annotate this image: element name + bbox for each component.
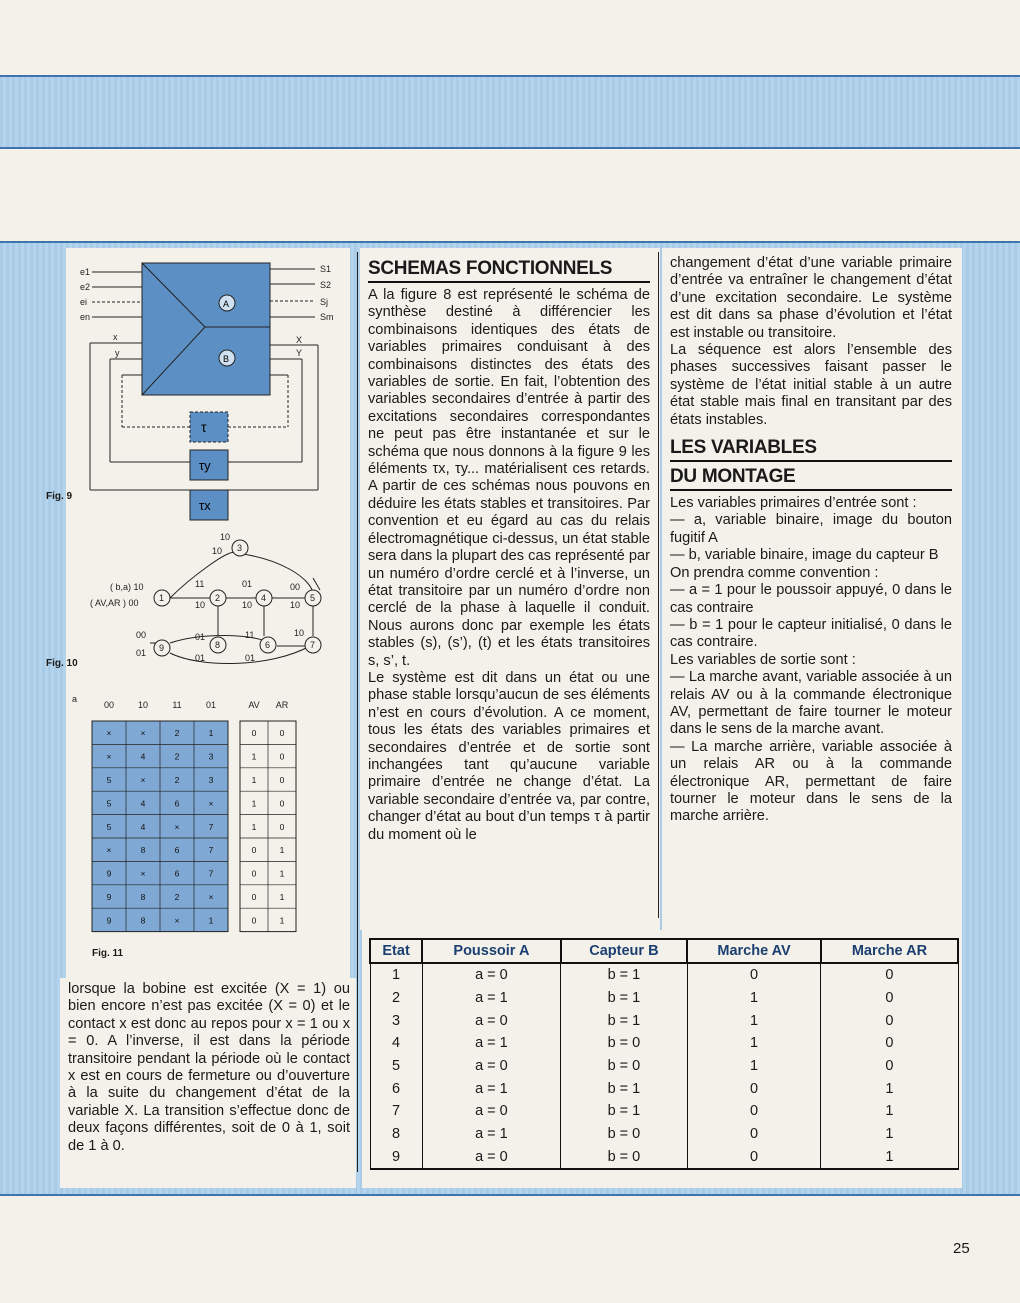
- state-table-cell: b = 0: [561, 1146, 688, 1170]
- fig10-node-5-label: 5: [310, 593, 316, 603]
- col3-line-7: Les variables de sortie sont :: [670, 651, 856, 668]
- fig11-cell: 8: [140, 845, 146, 856]
- state-table-cell: 0: [821, 1009, 958, 1032]
- state-table-cell: 0: [821, 1032, 958, 1055]
- section-heading-variables-2: DU MONTAGE: [670, 466, 952, 491]
- fig11-cell: ×: [106, 728, 112, 739]
- fig11-cell: ×: [106, 845, 112, 856]
- fig9-tau-label: τ: [201, 419, 207, 435]
- fig11-cell: 3: [208, 751, 214, 762]
- fig10-node-3-label: 3: [237, 543, 243, 553]
- fig11-cell: ×: [140, 868, 146, 879]
- fig11-cell: 7: [208, 845, 214, 856]
- state-table-row: [370, 1032, 958, 1055]
- fig9-input-3: ei: [80, 297, 88, 307]
- state-table-cell: a = 1: [422, 1032, 560, 1055]
- fig11-cell: 8: [140, 915, 146, 926]
- fig11-cell: 0: [251, 728, 257, 739]
- fig10-edge-label-8: 10: [290, 600, 301, 610]
- col3-line-3: — b, variable binaire, image du capteur B: [670, 547, 939, 564]
- fig9-output-2: S2: [320, 280, 332, 290]
- fig11-cell: 6: [174, 868, 180, 879]
- fig11-cell: 5: [106, 798, 112, 809]
- fig10-node-2-label: 2: [215, 593, 221, 603]
- state-table-cell: 3: [370, 1009, 422, 1032]
- fig10-edge-label-13: 10: [294, 628, 305, 638]
- top-band-rule-upper: [0, 75, 1020, 77]
- fig11-col-header: 01: [205, 700, 217, 710]
- fig11-cell: 1: [279, 845, 285, 856]
- fig11-cell: ×: [174, 821, 180, 832]
- state-table-cell: a = 0: [422, 963, 560, 987]
- fig11-cell: 6: [174, 845, 180, 856]
- state-table-header-etat: Etat: [370, 939, 422, 963]
- fig10-edge-label-6: 10: [195, 600, 206, 610]
- col3-line-5: — a = 1 pour le poussoir appuyé, 0 dans le cas contraire: [670, 582, 952, 616]
- fig11-cell: 0: [251, 915, 257, 926]
- fig11-cell: 3: [208, 775, 214, 786]
- state-table-cell: b = 0: [561, 1032, 688, 1055]
- state-table-cell: a = 1: [422, 987, 560, 1010]
- state-table-header-row: [370, 939, 958, 963]
- col2-paragraph-2: Le système est dit dans un état ou une phase stable lorsqu’aucun de ses éléments n’est en cours d’évolution. A ce moment, tous les états des variables primaires et secondaires d’entrée et de sortie sont inchangées tant qu’aucune variable primaire d’entrée ne change d’état. La variable secondaire d’entrée va, par contre, changer d’état au bout d’un temps τ à partir du moment où le: [368, 669, 650, 843]
- fig9-diagram: [70, 255, 350, 525]
- fig9-tau-block: [190, 412, 228, 442]
- fig10-diagram: [80, 528, 340, 678]
- state-table-cell: 2: [370, 987, 422, 1010]
- fig11-cell: 0: [279, 821, 285, 832]
- fig11-cell: 1: [208, 728, 214, 739]
- fig10-node-6-label: 6: [265, 640, 271, 650]
- state-table-cell: 1: [687, 1055, 821, 1078]
- top-band-rule-lower: [0, 147, 1020, 149]
- fig11-col-header: AV: [248, 700, 260, 710]
- state-table-cell: a = 1: [422, 1077, 560, 1100]
- state-table-cell: b = 0: [561, 1123, 688, 1146]
- col2-paragraph-1: A la figure 8 est représenté le schéma de synthèse destiné à différencier les combinaisons identiques des états de variables primaires conduisant à des combinaisons distinctes des états des variables de sortie. En fait, l’obtention des variables secondaires d’entrée à partir des excitations secondaires correspondantes ne peut pas être instantanée et sur le schéma que nous donnons à la figure 9 les éléments τx, τy... matérialisent ces retards. A partir de ces schémas nous pouvons en déduire les états stables et transitoires. Par convention et eu égard au cas du relais électromagnétique ci-dessus, un état stable sera dans la plupart des cas représenté par un numéro d’ordre cerclé et à l’inverse, un état transitoire par un numéro d’ordre non cerclé de la phase à laquelle il conduit. Nous aurons donc par exemple les états stables (s), (s’), (t) et les états transitoires s, s’, t.: [368, 287, 650, 669]
- column-1: [68, 981, 350, 1155]
- fig11-diagram: [66, 688, 350, 958]
- state-table-cell: 9: [370, 1146, 422, 1170]
- fig11-cell: ×: [140, 728, 146, 739]
- fig10-edge-label-2: 10: [212, 546, 223, 556]
- state-table-cell: a = 0: [422, 1100, 560, 1123]
- fig11-cell: 2: [174, 892, 180, 903]
- fig10-node-1-label: 1: [159, 593, 165, 603]
- state-table-cell: a = 0: [422, 1146, 560, 1170]
- fig11-cell: 1: [251, 751, 257, 762]
- fig11-cell: 1: [251, 775, 257, 786]
- fig10-edge-label-12: 11: [245, 630, 255, 640]
- fig9-tau-y-label: τy: [199, 458, 211, 473]
- fig10-edge-label-11: 01: [195, 632, 206, 642]
- state-table-header-capteur: Capteur B: [561, 939, 688, 963]
- state-table-cell: 0: [821, 1055, 958, 1078]
- state-table-cell: 1: [370, 963, 422, 987]
- fig9-input-1: e1: [80, 267, 91, 277]
- fig11-cell: 0: [251, 868, 257, 879]
- col3-paragraph-2: La séquence est alors l’ensemble des phases successives faisant passer le système de l’état initial stable à un autre état stable mais final en transitant par des états instables.: [670, 342, 952, 428]
- fig11-cell: ×: [208, 798, 214, 809]
- fig11-label: Fig. 11: [92, 948, 124, 959]
- state-table-header-av: Marche AV: [687, 939, 821, 963]
- col3-line-8: — La marche avant, variable associée à un relais AV ou à la commande électronique AV, permettant de faire tourner le moteur dans le sens de la marche avant.: [670, 669, 952, 738]
- fig9-output-3: Sj: [320, 297, 329, 307]
- state-table-cell: 0: [687, 1146, 821, 1170]
- fig11-cell: 9: [106, 915, 112, 926]
- state-table-row: [370, 1123, 958, 1146]
- fig10-node-8-label: 8: [215, 640, 221, 650]
- col1-paragraph: lorsque la bobine est excitée (X = 1) ou bien encore n’est pas excitée (X = 0) et le contact x est donc au repos pour x = 1 ou x = 0. A l’inverse, il est dans la période transitoire pendant la période où le contact x est en cours de fermeture ou d’ouverture à la suite du changement d’état de la variable X. La transition s’effectue donc de deux façons différentes, soit de 0 à 1, soit de 1 à 0.: [68, 981, 350, 1154]
- fig10-input-label-2: ( AV,AR ) 00: [90, 598, 139, 608]
- fig11-cell: 4: [140, 798, 146, 809]
- state-table-cell: b = 1: [561, 1100, 688, 1123]
- section-heading-variables-1: LES VARIABLES: [670, 437, 952, 462]
- fig11-cell: 9: [106, 892, 112, 903]
- top-band: [0, 76, 1020, 148]
- fig11-cell: 7: [208, 868, 214, 879]
- state-table-cell: 4: [370, 1032, 422, 1055]
- state-table-cell: b = 1: [561, 963, 688, 987]
- state-table-row: [370, 987, 958, 1010]
- fig10-edge-label-3: 11: [195, 579, 205, 589]
- fig9-node-a-label: A: [223, 299, 230, 309]
- fig11-corner-label: a: [72, 694, 78, 704]
- fig11-cell: 1: [279, 915, 285, 926]
- fig9-output-4: Sm: [320, 312, 334, 322]
- state-table-cell: b = 1: [561, 1009, 688, 1032]
- state-table-cell: 6: [370, 1077, 422, 1100]
- fig9-label: Fig. 9: [46, 491, 73, 502]
- section-heading-schemas: SCHEMAS FONCTIONNELS: [368, 258, 650, 283]
- fig11-cell: 9: [106, 868, 112, 879]
- fig11-cell: ×: [208, 892, 214, 903]
- column-divider-1: [357, 252, 358, 1172]
- fig10-edge-label-15: 01: [245, 653, 256, 663]
- column-divider-2: [658, 252, 659, 918]
- col3-line-9: — La marche arrière, variable associée à un relais AR ou à la commande électronique AR, permettant de faire tourner le moteur dans le sens de la marche arrière.: [670, 738, 952, 825]
- fig11-col-header: 11: [172, 700, 182, 710]
- fig9-x-label: x: [113, 332, 118, 342]
- fig11-cell: 0: [279, 751, 285, 762]
- state-table-cell: 1: [821, 1123, 958, 1146]
- state-table-row: [370, 1077, 958, 1100]
- col3-line-2: — a, variable binaire, image du bouton fugitif A: [670, 512, 952, 546]
- state-table-cell: b = 1: [561, 1077, 688, 1100]
- fig11-cell: 0: [279, 775, 285, 786]
- fig11-cell: 2: [174, 775, 180, 786]
- state-table-cell: b = 0: [561, 1055, 688, 1078]
- state-table-cell: 1: [821, 1146, 958, 1170]
- state-table-row: [370, 1146, 958, 1170]
- fig11-cell: 0: [251, 845, 257, 856]
- fig11-cell: 8: [140, 892, 146, 903]
- fig9-X-label: X: [296, 335, 303, 345]
- fig11-cell: 4: [140, 821, 146, 832]
- fig10-input-label-1: ( b,a) 10: [110, 582, 144, 592]
- fig10-edge-label-1: 10: [220, 532, 231, 542]
- state-table-row: [370, 1055, 958, 1078]
- fig11-cell: 5: [106, 775, 112, 786]
- col3-line-4: On prendra comme convention :: [670, 564, 879, 581]
- fig11-cell: ×: [106, 751, 112, 762]
- state-table-cell: 1: [821, 1100, 958, 1123]
- state-table-header-poussoir: Poussoir A: [422, 939, 560, 963]
- state-table-cell: 1: [687, 1009, 821, 1032]
- state-table-cell: 8: [370, 1123, 422, 1146]
- col3-line-1: Les variables primaires d’entrée sont :: [670, 495, 917, 512]
- fig11-cell: 7: [208, 821, 214, 832]
- state-table-cell: 0: [687, 963, 821, 987]
- fig9-y-label: y: [115, 348, 120, 358]
- fig11-cell: 1: [251, 798, 257, 809]
- fig10-edge-label-9: 00: [136, 630, 147, 640]
- state-table-cell: 0: [687, 1100, 821, 1123]
- fig11-cell: ×: [174, 915, 180, 926]
- column-3: [670, 255, 952, 826]
- fig11-cell: 2: [174, 728, 180, 739]
- fig9-Y-label: Y: [296, 348, 303, 358]
- fig11-cell: 1: [208, 915, 214, 926]
- fig11-cell: 5: [106, 821, 112, 832]
- fig9-tau-x-label: τx: [199, 498, 211, 513]
- fig11-cell: 1: [251, 821, 257, 832]
- figure-panel-lower: [66, 960, 350, 980]
- fig9-input-4: en: [80, 312, 91, 322]
- fig11-col-header: 00: [103, 700, 115, 710]
- state-table-cell: 7: [370, 1100, 422, 1123]
- fig11-col-header: AR: [275, 700, 289, 710]
- fig10-node-9-label: 9: [159, 643, 165, 653]
- state-table-header-ar: Marche AR: [821, 939, 958, 963]
- state-table-row: [370, 1009, 958, 1032]
- fig10-node-7-label: 7: [310, 640, 316, 650]
- col3-line-6: — b = 1 pour le capteur initialisé, 0 dans le cas contraire.: [670, 616, 952, 651]
- state-table-cell: 5: [370, 1055, 422, 1078]
- middle-band-rule-upper: [0, 241, 1020, 243]
- state-table-body: [370, 963, 958, 1169]
- fig10-node-4-label: 4: [261, 593, 267, 603]
- fig10-edge-label-5: 00: [290, 582, 301, 592]
- fig9-output-1: S1: [320, 264, 332, 274]
- state-table-cell: 0: [821, 987, 958, 1010]
- state-table: [369, 938, 959, 1170]
- fig11-cell: 0: [251, 892, 257, 903]
- fig9-input-2: e2: [80, 282, 91, 292]
- state-table-cell: b = 1: [561, 987, 688, 1010]
- state-table-cell: 0: [821, 963, 958, 987]
- page-number: 25: [953, 1240, 970, 1257]
- state-table-row: [370, 1100, 958, 1123]
- fig11-cell: ×: [140, 775, 146, 786]
- state-table-row: [370, 963, 958, 987]
- fig11-cell: 6: [174, 798, 180, 809]
- state-table-cell: a = 1: [422, 1123, 560, 1146]
- fig11-cell: 0: [279, 798, 285, 809]
- fig10-edge-label-7: 10: [242, 600, 253, 610]
- col3-paragraph-1: changement d’état d’une variable primaire d’entrée va entraîner le changement d’état d’une excitation secondaire. Le système est dit dans sa phase d’évolution et l’état est instable ou transitoire.: [670, 255, 952, 341]
- fig11-col-header: 10: [137, 700, 149, 710]
- fig11-cell: 1: [279, 892, 285, 903]
- fig10-label: Fig. 10: [46, 658, 78, 669]
- fig11-cell: 2: [174, 751, 180, 762]
- state-table-cell: 1: [687, 1032, 821, 1055]
- fig10-edge-label-10: 01: [136, 648, 147, 658]
- fig11-cell: 0: [279, 728, 285, 739]
- fig11-cell: 1: [279, 868, 285, 879]
- column-2: [368, 258, 650, 844]
- state-table-cell: 1: [687, 987, 821, 1010]
- state-table-cell: 1: [821, 1077, 958, 1100]
- state-table-cell: a = 0: [422, 1055, 560, 1078]
- fig9-node-b-label: B: [223, 354, 230, 364]
- state-table-cell: a = 0: [422, 1009, 560, 1032]
- fig11-cell: 4: [140, 751, 146, 762]
- middle-band-rule-lower: [0, 1194, 1020, 1196]
- fig10-edge-label-14: 01: [195, 653, 206, 663]
- state-table-cell: 0: [687, 1077, 821, 1100]
- state-table-cell: 0: [687, 1123, 821, 1146]
- fig10-edge-label-4: 01: [242, 579, 253, 589]
